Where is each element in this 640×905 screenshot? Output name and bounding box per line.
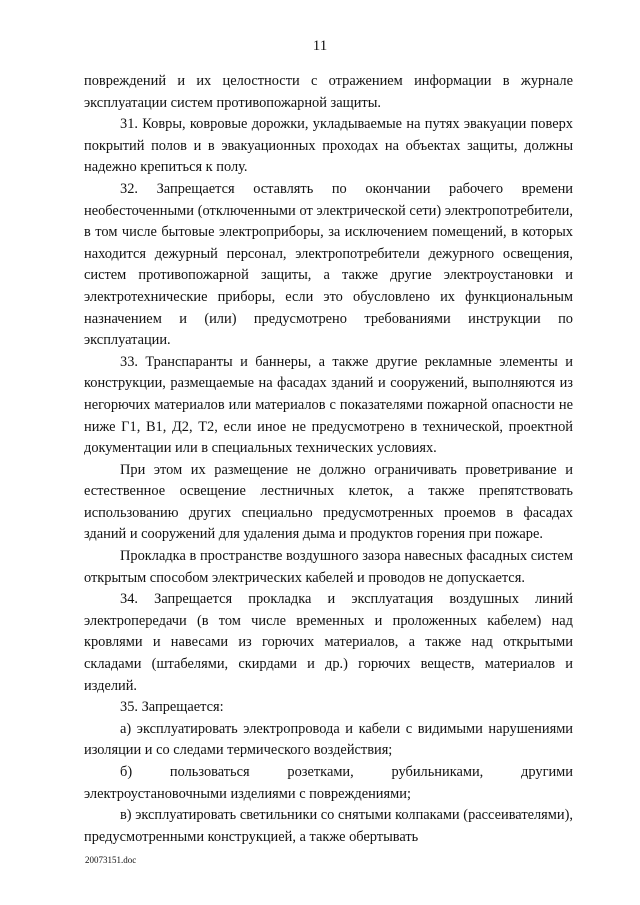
paragraph: повреждений и их целостности с отражением информации в журнале эксплуатации систем противопожарной защиты. xyxy=(84,73,573,111)
paragraph: в) эксплуатировать светильники со снятыми колпаками (рассеивателями), предусмотренными конструкцией, а также обертывать xyxy=(84,807,573,845)
file-name-footer: 20073151.doc xyxy=(85,855,137,865)
paragraph: б) пользоваться розетками, рубильниками, другими электроустановочными изделиями с повреждениями; xyxy=(84,764,573,802)
document-body xyxy=(84,71,573,848)
paragraph: а) эксплуатировать электропровода и кабели с видимыми нарушениями изоляции и со следами термического воздействия; xyxy=(84,720,573,759)
paragraph: При этом их размещение не должно ограничивать проветривание и естественное освещение лестничных клеток, а также препятствовать использованию других специально предусмотренных проемов в фасадах зданий и сооружений для удаления дыма и продуктов горения при пожаре. xyxy=(84,461,573,543)
paragraph: 31. Ковры, ковровые дорожки, укладываемые на путях эвакуации поверх покрытий полов и в эвакуационных проходах на объектах защиты, должны надежно крепиться к полу. xyxy=(84,116,573,176)
paragraph: 35. Запрещается: xyxy=(120,699,224,716)
paragraph: 32. Запрещается оставлять по окончании рабочего времени необесточенными (отключенными от электрической сети) электропотребители, в том числе бытовые электроприборы, за исключением помещений, в которых находится дежурный персонал, электропотребители дежурного освещения, систем противопожарной защиты, а также другие электроустановки и электротехнические приборы, если это обусловлено их функциональным назначением и (или) предусмотрено требованиями инструкции по эксплуатации. xyxy=(84,180,573,349)
paragraph: 33. Транспаранты и баннеры, а также другие рекламные элементы и конструкции, размещаемые на фасадах зданий и сооружений, выполняются из негорючих материалов или материалов с показателями пожарной опасности не ниже Г1, В1, Д2, Т2, если иное не предусмотрено в технической, проектной документации или в специальных технических условиях. xyxy=(84,353,573,457)
paragraph: 34. Запрещается прокладка и эксплуатация воздушных линий электропередачи (в том числе временных и проложенных кабелем) над кровлями и навесами из горючих материалов, а также над открытыми складами (штабелями, скирдами и др.) горючих веществ, материалов и изделий. xyxy=(84,591,573,694)
page-number: 11 xyxy=(312,38,328,54)
paragraph: Прокладка в пространстве воздушного зазора навесных фасадных систем открытым способом электрических кабелей и проводов не допускается. xyxy=(84,548,573,586)
